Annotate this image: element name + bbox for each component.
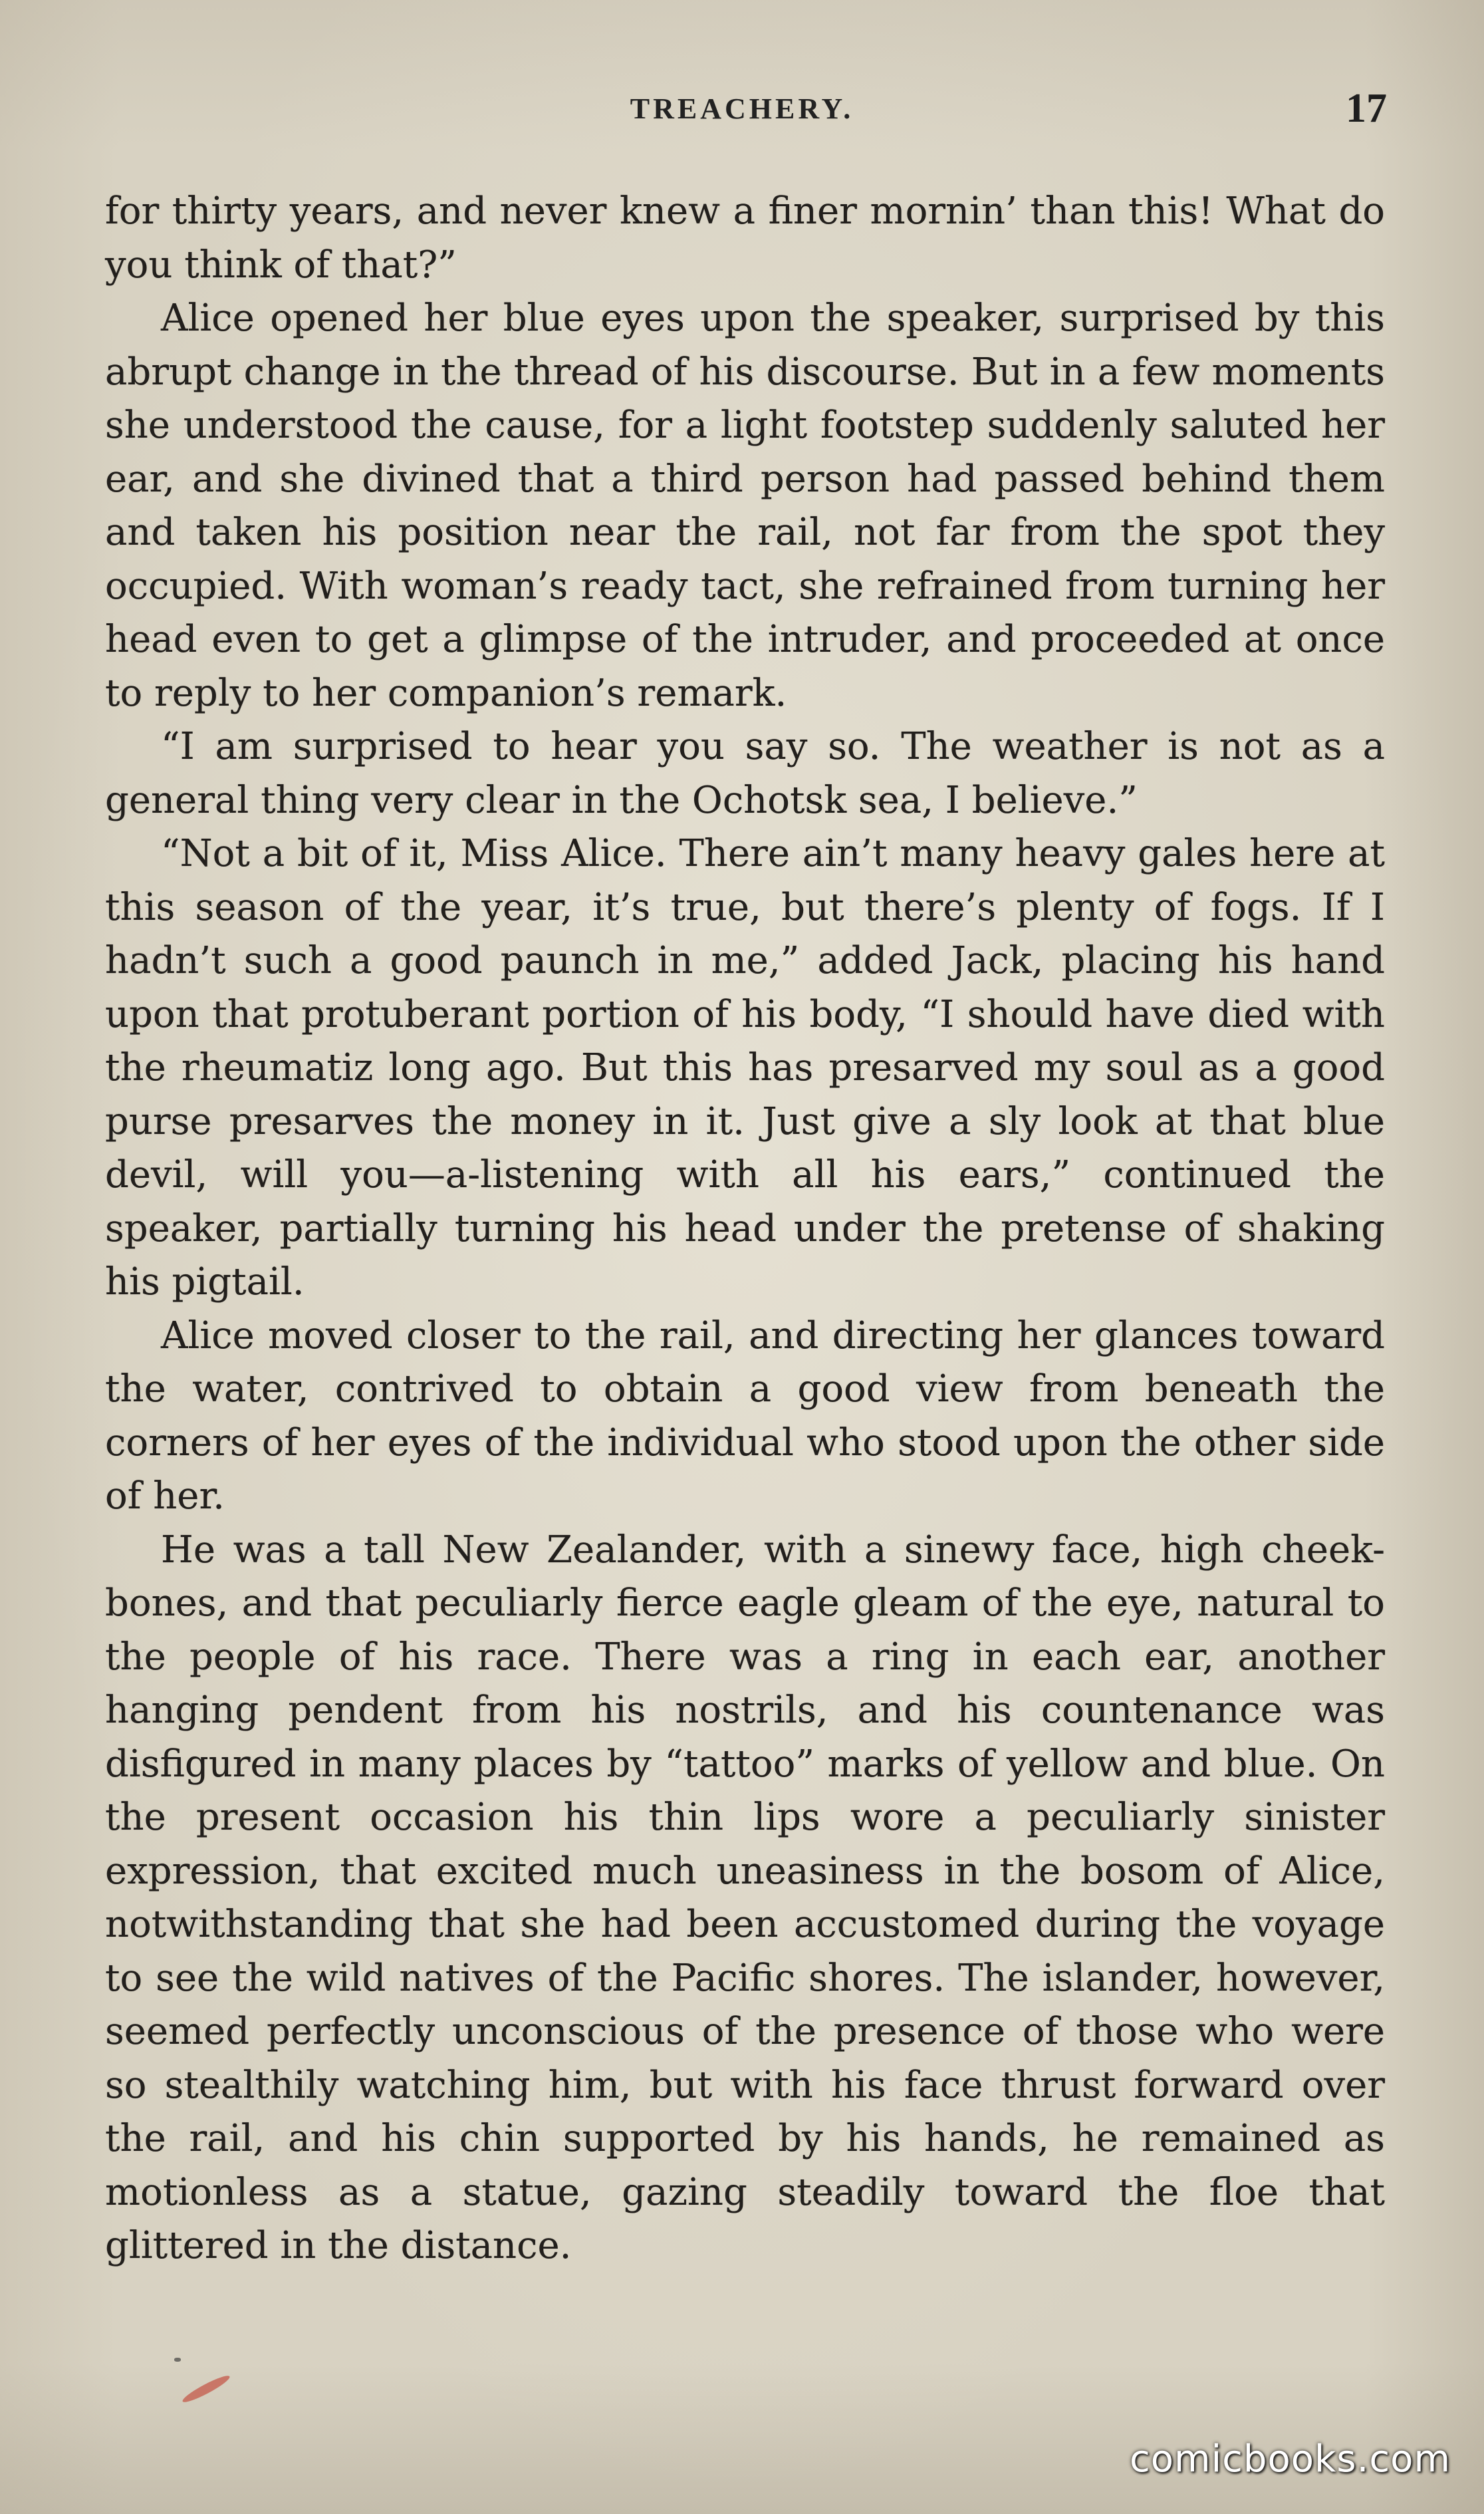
paragraph-1: for thirty years, and never knew a finer mornin’ than this! What do you think of that?” xyxy=(105,190,1385,287)
paragraph-5: Alice moved closer to the rail, and directing her glances toward the water, contrived to obtain a good view from beneath the corners of her eyes of the individual who stood upon the other side of her. xyxy=(105,1314,1385,1518)
running-title: TREACHERY. xyxy=(630,92,854,125)
red-ink-smudge xyxy=(180,2372,231,2406)
watermark: comicbooks.com xyxy=(1129,2438,1451,2481)
body-text xyxy=(105,185,1385,2273)
paragraph-4: “Not a bit of it, Miss Alice. There ain’t many heavy gales here at this season of the year, it’s true, but there’s plenty of fogs. If I hadn’t such a good paunch in me,” added Jack, placing his hand upon that protuberant portion of his body, “I should have died with the rheumatiz long ago. But this has presarved my soul as a good purse presarves the money in it. Just give a sly look at that blue devil, will you—a-listening with all his ears,” continued the speaker, partially turning his head under the pretense of shaking his pigtail. xyxy=(105,832,1385,1304)
ink-speck xyxy=(174,2358,181,2362)
paragraph-6: He was a tall New Zealander, with a sinewy face, high cheek-bones, and that peculiarly fierce eagle gleam of the eye, natural to the people of his race. There was a ring in each ear, another hanging pendent from his nostrils, and his countenance was disfigured in many places by “tattoo” marks of yellow and blue. On the present occasion his thin lips wore a peculiarly sinister expression, that excited much uneasiness in the bosom of Alice, notwithstanding that she had been accustomed during the voyage to see the wild natives of the Pacific shores. The islander, however, seemed perfectly unconscious of the presence of those who were so stealthily watching him, but with his face thrust forward over the rail, and his chin supported by his hands, he remained as motionless as a statue, gazing steadily toward the floe that glittered in the distance. xyxy=(105,1528,1385,2267)
running-head xyxy=(0,85,1484,138)
page-number: 17 xyxy=(1346,86,1387,131)
paragraph-3: “I am surprised to hear you say so. The weather is not as a general thing very clear in the Ochotsk sea, I believe.” xyxy=(105,725,1385,822)
paragraph-2: Alice opened her blue eyes upon the speaker, surprised by this abrupt change in the thread of his discourse. But in a few moments she understood the cause, for a light footstep suddenly saluted her ear, and she divined that a third person had passed behind them and taken his position near the rail, not far from the spot they occupied. With woman’s ready tact, she refrained from turning her head even to get a glimpse of the intruder, and proceeded at once to reply to her companion’s remark. xyxy=(105,297,1385,715)
